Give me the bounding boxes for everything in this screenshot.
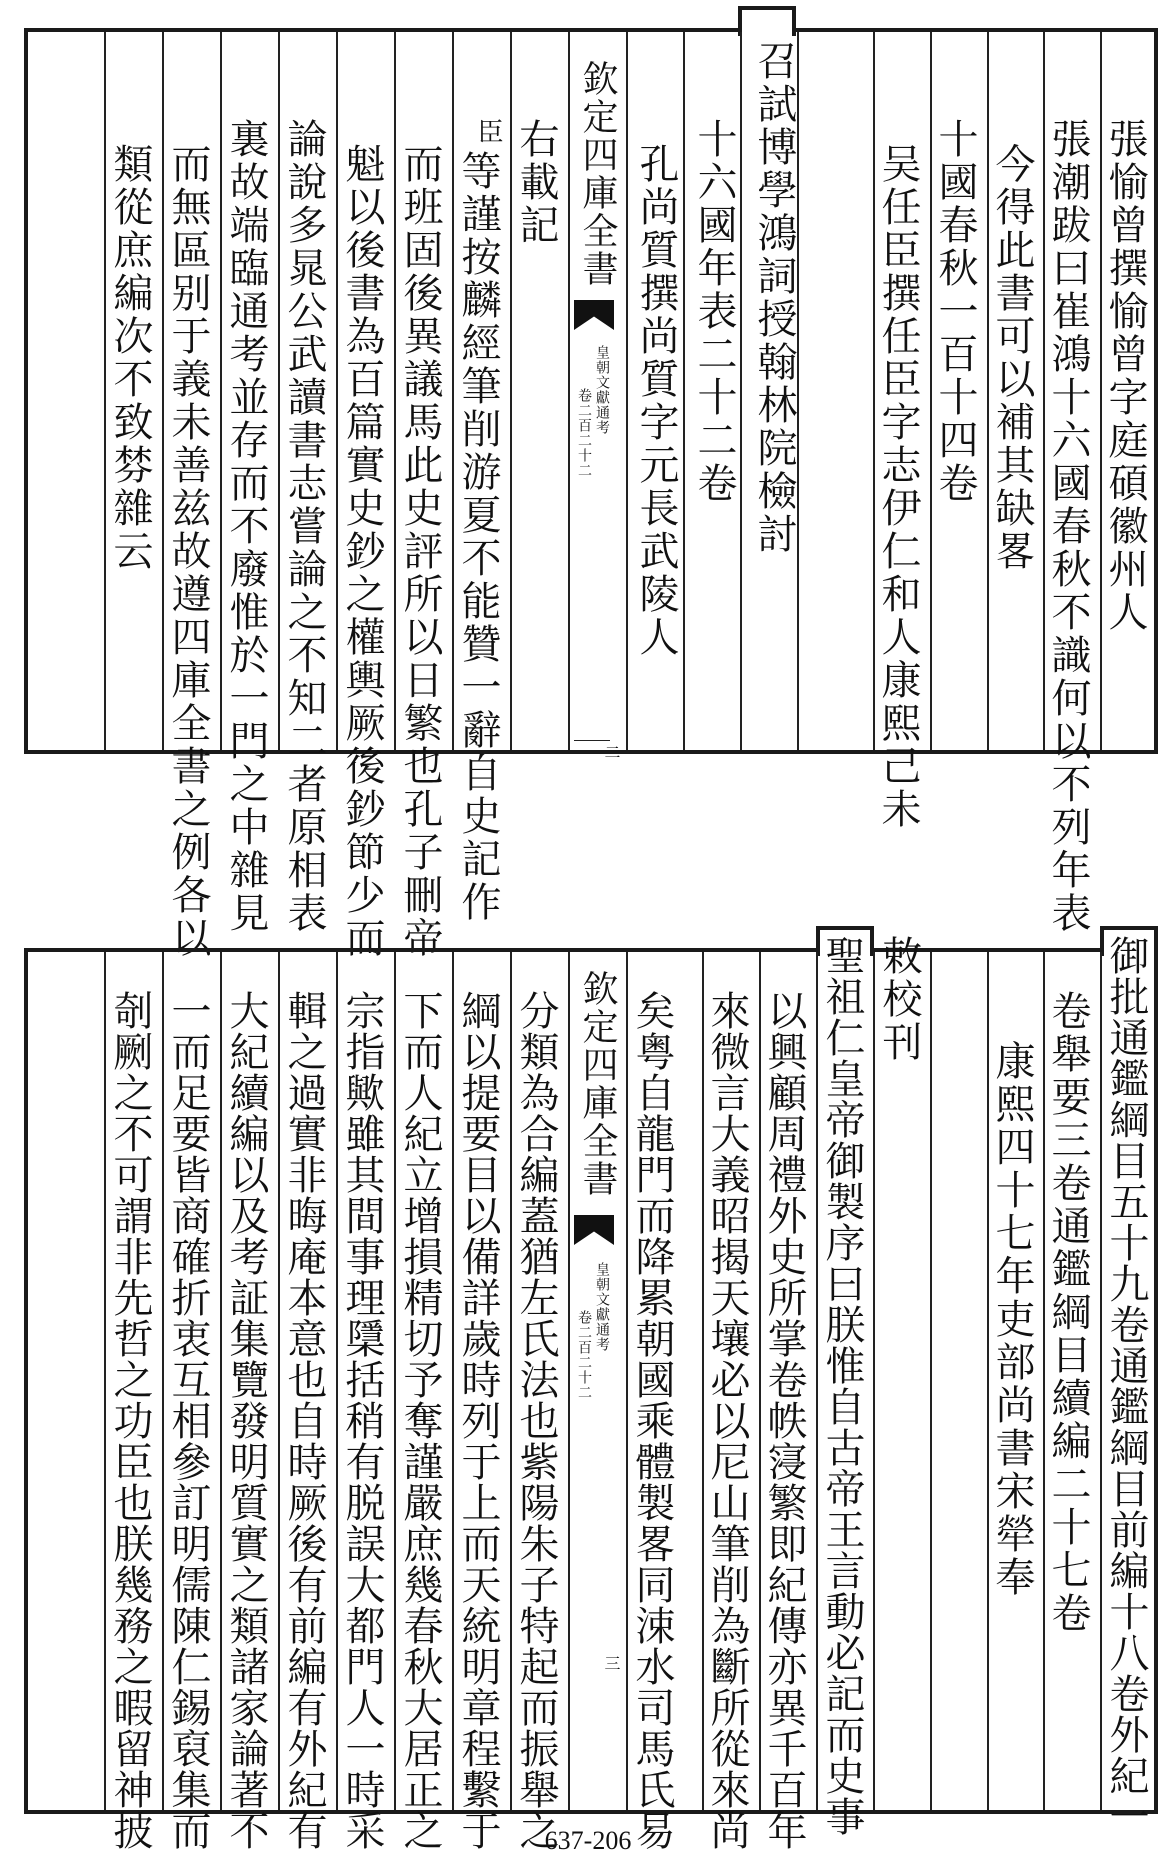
text-column: 等謹按麟經筆削游夏不能贊一辭自史記作 xyxy=(455,150,501,924)
gutter-title: 欽定四庫全書 xyxy=(577,970,618,1198)
col-rule xyxy=(220,952,222,1810)
text-column: 張潮跋曰崔鴻十六國春秋不識何以不列年表 xyxy=(1045,118,1091,935)
text-column: 剞劂之不可謂非先哲之功臣也朕幾務之暇留神披 xyxy=(107,990,153,1851)
folio-number: 三 xyxy=(602,1655,621,1671)
text-column: 而班固後異議馬此史評所以日繁也孔子刪帝 xyxy=(397,143,443,960)
text-column: 輯之過實非晦庵本意也自時厥後有前編有外紀有 xyxy=(281,990,327,1851)
col-rule xyxy=(162,952,164,1810)
text-column: 以興顧周禮外史所掌卷帙寖繁即紀傳亦異千百年 xyxy=(761,990,807,1851)
col-rule xyxy=(510,952,512,1810)
text-column: 矣粤自龍門而降累朝國乘體製畧同涑水司馬氏易 xyxy=(629,990,675,1851)
text-column: 右載記 xyxy=(513,118,559,247)
text-column: 張愉曾撰愉曾字庭碩徽州人 xyxy=(1102,118,1148,634)
folio-number: 二 xyxy=(602,744,621,760)
col-rule xyxy=(626,952,628,1810)
text-column: 吴任臣撰任臣字志伊仁和人康熙己未 xyxy=(875,143,921,831)
text-column: 大紀續編以及考証集覽發明質實之類諸家論著不 xyxy=(223,990,269,1851)
text-column: 康熙四十七年吏部尚書宋犖奉 xyxy=(989,1040,1035,1599)
text-column: 御批通鑑綱目五十九卷通鑑綱目前編十八卷外紀一 xyxy=(1103,935,1149,1837)
text-column: 十六國年表二十二卷 xyxy=(691,118,737,505)
text-column: 一而足要皆商確折衷互相參訂明儒陳仁錫裒集而 xyxy=(165,990,211,1851)
text-column: 裏故端臨通考並存而不廢惟於一門之中雜見 xyxy=(223,118,269,935)
text-column: 十國春秋一百十四卷 xyxy=(932,118,978,505)
col-rule xyxy=(336,952,338,1810)
text-column: 卷舉要三卷通鑑綱目續編二十七卷 xyxy=(1045,990,1091,1635)
text-column: 魁以後書為百篇實史鈔之權輿厥後鈔節少而 xyxy=(339,143,385,960)
page-number: 637-206 xyxy=(544,1826,632,1855)
gutter-book-title: 皇朝文獻通考 xyxy=(594,345,610,435)
gutter-juan: 卷二百二十二 xyxy=(576,1310,592,1400)
text-column: 召試博學鴻詞授翰林院檢討 xyxy=(751,40,797,556)
col-rule xyxy=(452,952,454,1810)
col-rule xyxy=(930,952,932,1810)
col-rule xyxy=(394,952,396,1810)
text-column: 綱以提要目以備詳歲時列于上而天統明章程繫于 xyxy=(455,990,501,1851)
col-rule xyxy=(1100,952,1102,1810)
text-column: 今得此書可以補其缺畧 xyxy=(989,143,1035,573)
text-column: 而無區别于義未善兹故遵四庫全書之例各以 xyxy=(165,143,211,960)
gutter-juan: 卷二百二十二 xyxy=(576,388,592,478)
text-column: 分類為合編蓋猶左氏法也紫陽朱子特起而振舉之 xyxy=(513,990,559,1851)
col-rule xyxy=(278,952,280,1810)
gutter-book-title: 皇朝文獻通考 xyxy=(594,1262,610,1352)
text-column: 下而人紀立增損精切予奪謹嚴庶幾春秋大居正之 xyxy=(397,990,443,1851)
text-column: 聖祖仁皇帝御製序曰朕惟自古帝王言動必記而史事 xyxy=(819,935,865,1837)
text-column: 宗指歟雖其間事理檃括稍有脱誤大都門人一時采 xyxy=(339,990,385,1851)
text-column: 孔尚質撰尚質字元長武陵人 xyxy=(633,143,679,659)
text-column: 敕校刊 xyxy=(876,935,922,1064)
chen-mark: 臣 xyxy=(473,118,503,144)
col-rule xyxy=(104,952,106,1810)
text-column: 來微言大義昭揭天壤必以尼山筆削為斷所從來尚 xyxy=(704,990,750,1851)
col-rule xyxy=(873,952,875,1810)
text-column: 論說多晁公武讀書志嘗論之不知二者原相表 xyxy=(281,118,327,935)
col-rule xyxy=(568,952,570,1810)
text-column: 類從庶編次不致棼雜云 xyxy=(107,143,153,573)
gutter-title: 欽定四庫全書 xyxy=(577,60,618,288)
col-rule xyxy=(816,952,818,1810)
